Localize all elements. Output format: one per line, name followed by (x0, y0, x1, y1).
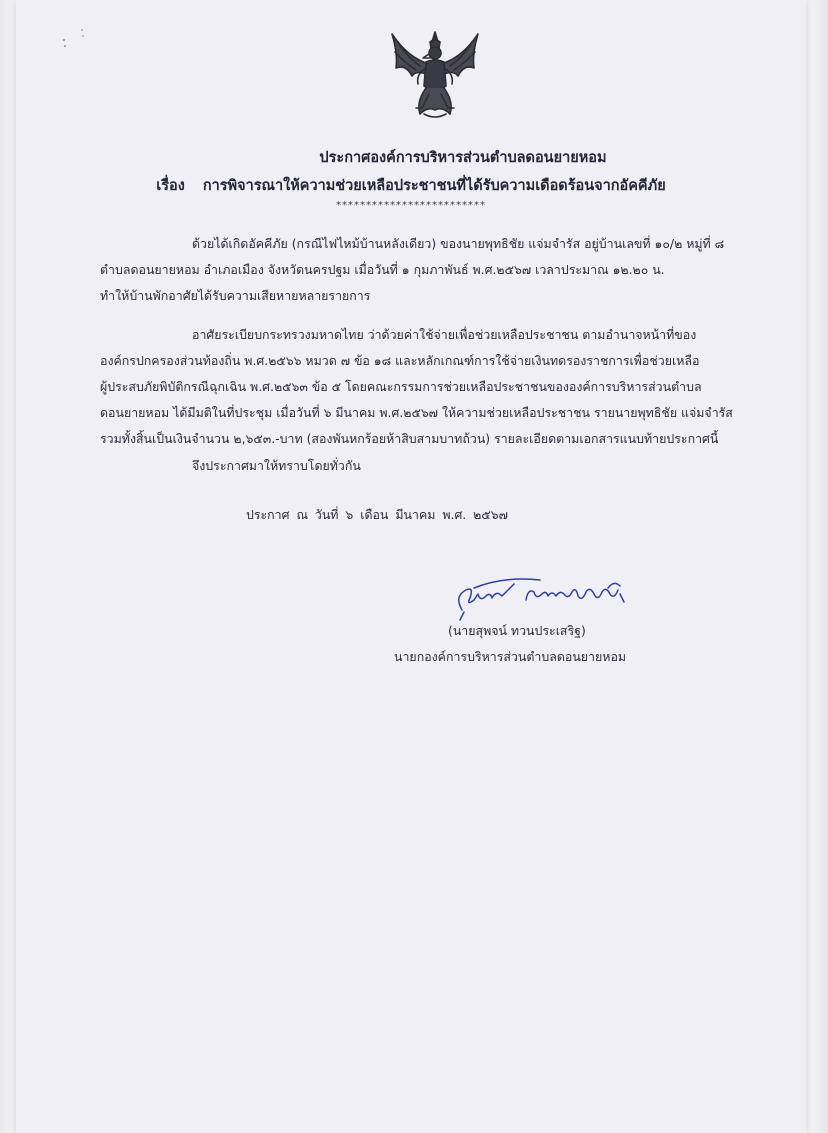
document-page (16, 0, 806, 1133)
paragraph-line: ทำให้บ้านพักอาศัยได้รับความเสียหายหลายรายการ (100, 288, 371, 303)
paragraph-incident (100, 231, 792, 309)
paragraph-line: รวมทั้งสิ้นเป็นเงินจำนวน ๒,๖๕๓.-บาท (สองพันหกร้อยห้าสิบสามบาทถ้วน) รายละเอียดตามเอกสารแนบท้ายประกาศนี้ (100, 431, 719, 446)
subject-label: เรื่อง (156, 178, 185, 194)
handwritten-signature (444, 566, 644, 626)
scan-specks (60, 26, 100, 52)
paragraph-closing (100, 453, 792, 479)
paragraph-line: องค์กรปกครองส่วนท้องถิ่น พ.ศ.๒๕๖๖ หมวด ๗ ข้อ ๑๘ และหลักเกณฑ์การใช้จ่ายเงินทดรองราชการเพื่อช่วยเหลือ (100, 353, 700, 368)
signer-name: (นายสุพจน์ ทวนประเสริฐ) (448, 623, 586, 638)
paragraph-line: ผู้ประสบภัยพิบัติกรณีฉุกเฉิน พ.ศ.๒๕๖๓ ข้อ ๕ โดยคณะกรรมการช่วยเหลือประชาชนขององค์การบริหารส่วนตำบล (100, 379, 702, 394)
paragraph-line: อาศัยระเบียบกระทรวงมหาดไทย ว่าด้วยค่าใช้จ่ายเพื่อช่วยเหลือประชาชน ตามอำนาจหน้าที่ของ (192, 327, 697, 342)
subject-text: การพิจารณาให้ความช่วยเหลือประชาชนที่ได้รับความเดือดร้อนจากอัคคีภัย (202, 178, 666, 194)
signer-title: นายกองค์การบริหารส่วนตำบลดอนยายหอม (394, 649, 627, 664)
paragraph-line: ด้วยได้เกิดอัคคีภัย (กรณีไฟไหม้บ้านหลังเดียว) ของนายพุทธิชัย แจ่มจำรัส อยู่บ้านเลขที่ ๑๐/๒ หมู่ที่ ๘ (192, 236, 725, 251)
announcement-date: ประกาศ ณ วันที่ ๖ เดือน มีนาคม พ.ศ. ๒๕๖๗ (246, 507, 508, 522)
announcement-title: ประกาศองค์การบริหารส่วนตำบลดอนยายหอม (319, 150, 607, 166)
garuda-emblem-icon (386, 28, 484, 124)
paragraph-line: ดอนยายหอม ได้มีมติในที่ประชุม เมื่อวันที่ ๖ มีนาคม พ.ศ.๒๕๖๗ ให้ความช่วยเหลือประชาชน รายนายพุทธิชัย แจ่มจำรัส (100, 405, 733, 420)
closing-line: จึงประกาศมาให้ทราบโดยทั่วกัน (192, 458, 361, 473)
paragraph-regulation (100, 322, 792, 452)
asterisk-separator: ************************* (336, 200, 486, 211)
paragraph-line: ตำบลดอนยายหอม อำเภอเมือง จังหวัดนครปฐม เมื่อวันที่ ๑ กุมภาพันธ์ พ.ศ.๒๕๖๗ เวลาประมาณ ๑๒.๒๐ น. (100, 262, 665, 277)
announcement-subject-row (16, 174, 806, 197)
